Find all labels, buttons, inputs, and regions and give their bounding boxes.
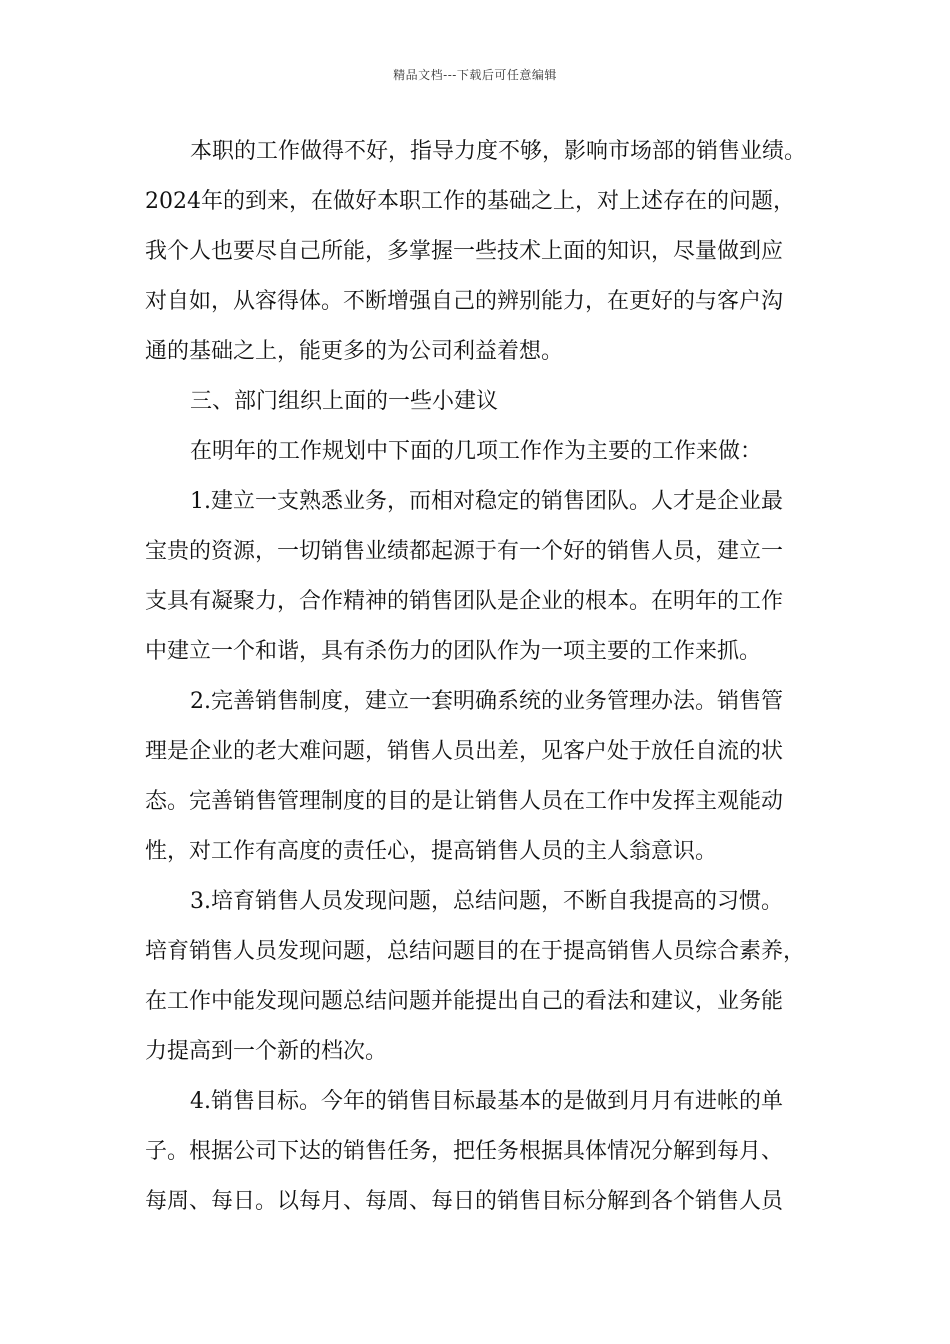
text-line: 性，对工作有高度的责任心，提高销售人员的主人翁意识。 xyxy=(145,839,718,864)
text-line: 支具有凝聚力，合作精神的销售团队是企业的根本。在明年的工作 xyxy=(145,589,784,614)
text-line: 态。完善销售管理制度的目的是让销售人员在工作中发挥主观能动 xyxy=(145,789,784,814)
text-line: 2024年的到来，在做好本职工作的基础之上，对上述存在的问题， xyxy=(145,189,795,214)
text-line: 对自如，从容得体。不断增强自己的辨别能力，在更好的与客户沟 xyxy=(145,289,784,314)
page-header: 精品文档---下载后可任意编辑 xyxy=(393,68,557,82)
text-line: 我个人也要尽自己所能，多掌握一些技术上面的知识，尽量做到应 xyxy=(145,239,784,264)
text-line: 3.培育销售人员发现问题，总结问题，不断自我提高的习惯。 xyxy=(190,889,783,914)
text-line: 理是企业的老大难问题，销售人员出差，见客户处于放任自流的状 xyxy=(145,739,784,764)
document-body xyxy=(145,127,810,1227)
text-line: 本职的工作做得不好，指导力度不够，影响市场部的销售业绩。 xyxy=(190,139,807,164)
text-line: 4.销售目标。今年的销售目标最基本的是做到月月有进帐的单 xyxy=(190,1089,783,1114)
text-line: 在明年的工作规划中下面的几项工作作为主要的工作来做： xyxy=(190,439,763,464)
text-line: 2.完善销售制度，建立一套明确系统的业务管理办法。销售管 xyxy=(190,689,783,714)
text-line: 每周、每日。以每月、每周、每日的销售目标分解到各个销售人员 xyxy=(145,1189,784,1214)
text-line: 力提高到一个新的档次。 xyxy=(145,1039,388,1064)
text-line: 宝贵的资源，一切销售业绩都起源于有一个好的销售人员，建立一 xyxy=(145,539,784,564)
text-line: 三、部门组织上面的一些小建议 xyxy=(190,389,499,414)
text-line: 中建立一个和谐，具有杀伤力的团队作为一项主要的工作来抓。 xyxy=(145,639,762,664)
text-line: 1.建立一支熟悉业务，而相对稳定的销售团队。人才是企业最 xyxy=(190,489,783,514)
text-line: 在工作中能发现问题总结问题并能提出自己的看法和建议，业务能 xyxy=(145,989,784,1014)
text-line: 培育销售人员发现问题，总结问题目的在于提高销售人员综合素养， xyxy=(145,939,806,964)
text-line: 子。根据公司下达的销售任务，把任务根据具体情况分解到每月、 xyxy=(145,1139,784,1164)
text-line: 通的基础之上，能更多的为公司利益着想。 xyxy=(145,339,564,364)
